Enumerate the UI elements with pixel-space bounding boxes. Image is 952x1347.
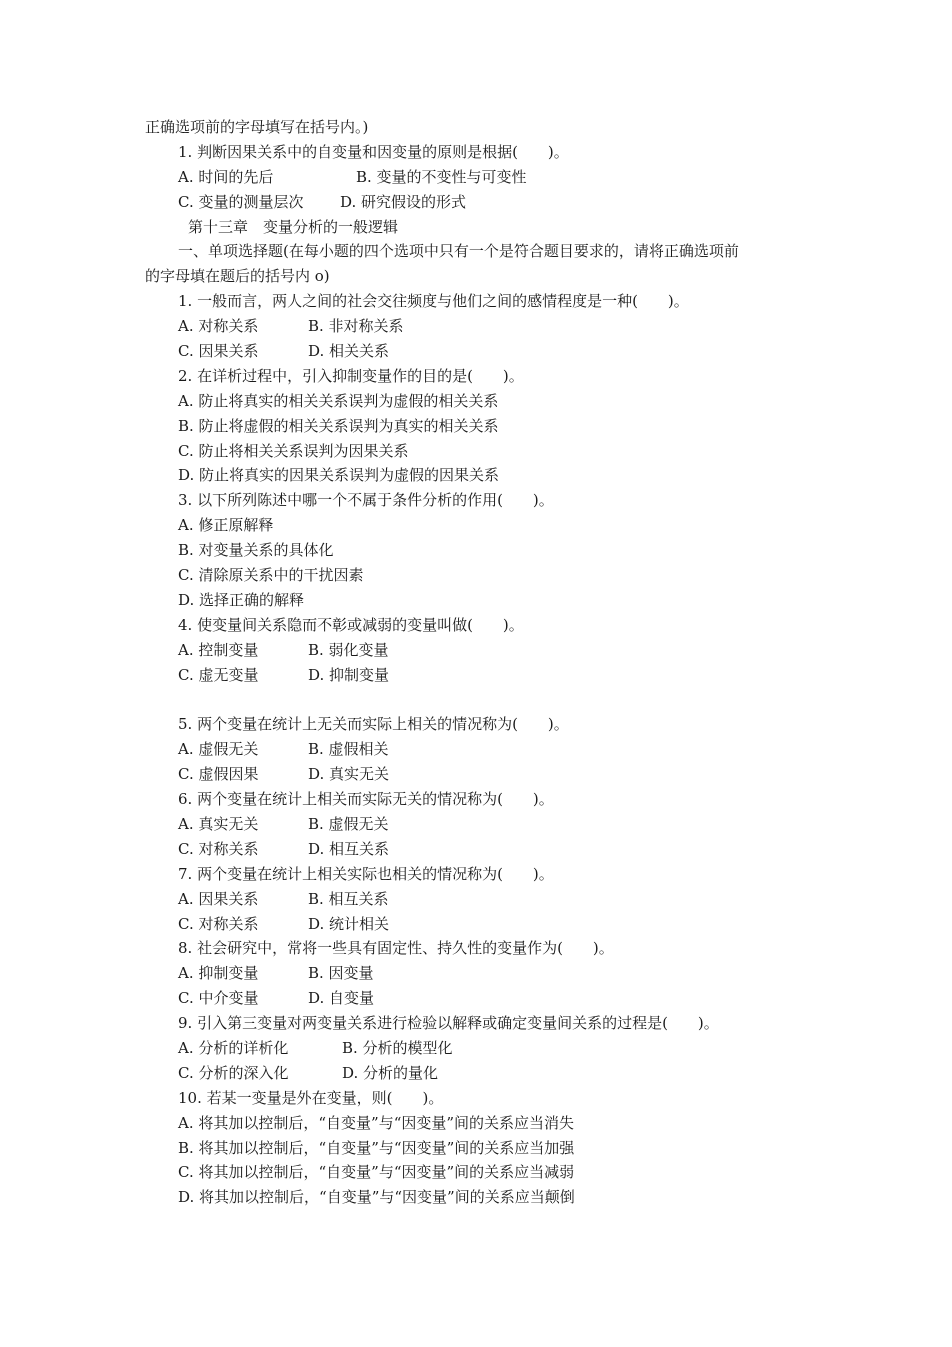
intro-continuation: 正确选项前的字母填写在括号内。) bbox=[145, 118, 369, 136]
option-d: D. 分析的量化 bbox=[342, 1063, 439, 1082]
option-d: D. 自变量 bbox=[308, 989, 375, 1008]
option-b: B. 非对称关系 bbox=[308, 317, 404, 336]
option-a: A. 虚假无关 bbox=[178, 740, 259, 759]
section-instructions-cont: 的字母填在题后的括号内 o) bbox=[145, 267, 330, 286]
question-3-option-c: C. 清除原关系中的干扰因素 bbox=[178, 566, 364, 585]
option-b: B. 虚假无关 bbox=[308, 814, 389, 833]
question-2-option-c: C. 防止将相关关系误判为因果关系 bbox=[178, 441, 409, 460]
question-3-option-d: D. 选择正确的解释 bbox=[178, 590, 305, 609]
option-b: B. 分析的模型化 bbox=[342, 1038, 453, 1057]
question-3: 3. 以下所列陈述中哪一个不属于条件分析的作用( )。 bbox=[178, 491, 554, 510]
prev-question-1: 1. 判断因果关系中的自变量和因变量的原则是根据( )。 bbox=[178, 142, 569, 161]
question-3-option-b: B. 对变量关系的具体化 bbox=[178, 541, 334, 560]
option-d: D. 相关关系 bbox=[308, 342, 390, 361]
question-10-option-d: D. 将其加以控制后，“自变量”与“因变量”间的关系应当颠倒 bbox=[178, 1188, 575, 1207]
question-1-options-cd bbox=[145, 339, 825, 364]
option-c: C. 中介变量 bbox=[178, 989, 259, 1008]
option-b: B. 变量的不变性与可变性 bbox=[356, 167, 527, 186]
option-d: D. 抑制变量 bbox=[308, 665, 390, 684]
question-4-options-cd bbox=[145, 663, 825, 688]
question-9: 9. 引入第三变量对两变量关系进行检验以解释或确定变量间关系的过程是( )。 bbox=[178, 1014, 719, 1033]
question-6: 6. 两个变量在统计上相关而实际无关的情况称为( )。 bbox=[178, 790, 554, 809]
document-body bbox=[145, 115, 825, 1210]
question-4-options-ab bbox=[145, 638, 825, 663]
option-c: C. 对称关系 bbox=[178, 914, 259, 933]
prev-question-1-options-ab bbox=[145, 165, 825, 190]
option-b: B. 弱化变量 bbox=[308, 640, 389, 659]
question-6-options-ab bbox=[145, 812, 825, 837]
option-d: D. 统计相关 bbox=[308, 914, 390, 933]
question-2-option-b: B. 防止将虚假的相关关系误判为真实的相关关系 bbox=[178, 416, 499, 435]
prev-question-1-options-cd bbox=[145, 190, 825, 215]
option-c: C. 虚无变量 bbox=[178, 665, 259, 684]
option-a: A. 因果关系 bbox=[178, 889, 259, 908]
option-c: C. 变量的测量层次 bbox=[178, 192, 304, 211]
question-1: 1. 一般而言，两人之间的社会交往频度与他们之间的感情程度是一种( )。 bbox=[178, 292, 689, 311]
question-10-option-c: C. 将其加以控制后，“自变量”与“因变量”间的关系应当减弱 bbox=[178, 1163, 575, 1182]
option-a: A. 真实无关 bbox=[178, 814, 259, 833]
question-1-options-ab bbox=[145, 314, 825, 339]
option-d: D. 研究假设的形式 bbox=[340, 192, 467, 211]
question-7: 7. 两个变量在统计上相关实际也相关的情况称为( )。 bbox=[178, 864, 554, 883]
question-5: 5. 两个变量在统计上无关而实际上相关的情况称为( )。 bbox=[178, 715, 569, 734]
option-b: B. 虚假相关 bbox=[308, 740, 389, 759]
option-b: B. 因变量 bbox=[308, 964, 374, 983]
option-c: C. 因果关系 bbox=[178, 342, 259, 361]
option-a: A. 控制变量 bbox=[178, 640, 259, 659]
blank-line bbox=[145, 687, 825, 712]
question-10-option-b: B. 将其加以控制后，“自变量”与“因变量”间的关系应当加强 bbox=[178, 1138, 575, 1157]
question-7-options-ab bbox=[145, 887, 825, 912]
option-b: B. 相互关系 bbox=[308, 889, 389, 908]
question-9-options-cd bbox=[145, 1061, 825, 1086]
option-a: A. 时间的先后 bbox=[178, 167, 274, 186]
question-2-option-a: A. 防止将真实的相关关系误判为虚假的相关关系 bbox=[178, 391, 499, 410]
option-a: A. 抑制变量 bbox=[178, 964, 259, 983]
question-5-options-ab bbox=[145, 737, 825, 762]
question-9-options-ab bbox=[145, 1036, 825, 1061]
section-instructions: 一、单项选择题(在每小题的四个选项中只有一个是符合题目要求的，请将正确选项前 bbox=[178, 242, 739, 261]
question-6-options-cd bbox=[145, 837, 825, 862]
question-7-options-cd bbox=[145, 912, 825, 937]
question-10-option-a: A. 将其加以控制后，“自变量”与“因变量”间的关系应当消失 bbox=[178, 1113, 575, 1132]
option-a: A. 对称关系 bbox=[178, 317, 259, 336]
option-a: A. 分析的详析化 bbox=[178, 1038, 289, 1057]
question-10: 10. 若某一变量是外在变量，则( )。 bbox=[178, 1088, 444, 1107]
question-8: 8. 社会研究中，常将一些具有固定性、持久性的变量作为( )。 bbox=[178, 939, 614, 958]
question-4: 4. 使变量间关系隐而不彰或减弱的变量叫做( )。 bbox=[178, 615, 524, 634]
option-c: C. 对称关系 bbox=[178, 839, 259, 858]
chapter-heading: 第十三章 变量分析的一般逻辑 bbox=[188, 217, 399, 236]
question-5-options-cd bbox=[145, 762, 825, 787]
option-c: C. 虚假因果 bbox=[178, 765, 259, 784]
option-c: C. 分析的深入化 bbox=[178, 1063, 289, 1082]
question-2-option-d: D. 防止将真实的因果关系误判为虚假的因果关系 bbox=[178, 466, 500, 485]
question-8-options-ab bbox=[145, 961, 825, 986]
option-d: D. 真实无关 bbox=[308, 765, 390, 784]
question-3-option-a: A. 修正原解释 bbox=[178, 516, 274, 535]
option-d: D. 相互关系 bbox=[308, 839, 390, 858]
question-8-options-cd bbox=[145, 986, 825, 1011]
question-2: 2. 在详析过程中，引入抑制变量作的目的是( )。 bbox=[178, 366, 524, 385]
